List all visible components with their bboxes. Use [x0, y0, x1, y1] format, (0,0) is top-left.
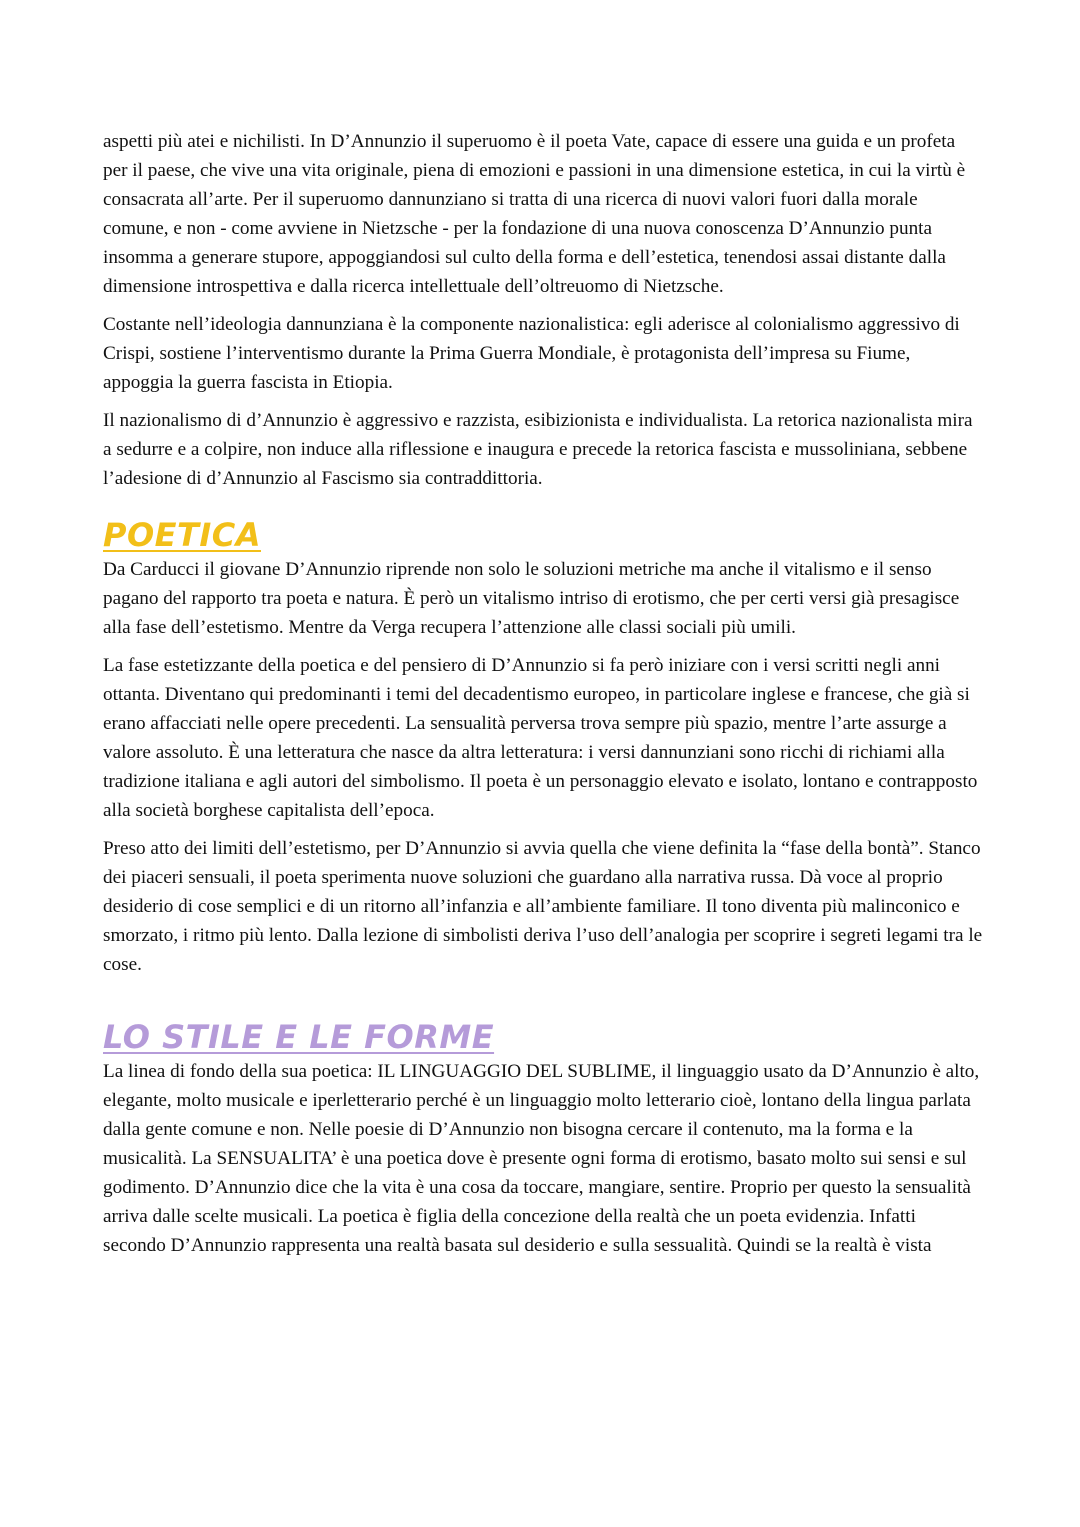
- document-page: [103, 127, 983, 1269]
- paragraph-nazionalismo-retorica: Il nazionalismo di d’Annunzio è aggressivo e razzista, esibizionista e individualista. La retorica nazionalista mira a sedurre e a colpire, non induce alla riflessione e inaugura e precede la retorica fascista e mussoliniana, sebbene l’adesione di d’Annunzio al Fascismo sia contraddittoria.: [103, 410, 973, 489]
- paragraph-poetica-bonta: Preso atto dei limiti dell’estetismo, per D’Annunzio si avvia quella che viene definita la “fase della bontà”. Stanco dei piaceri sensuali, il poeta sperimenta nuove soluzioni che guardano alla narrativa russa. Dà voce al proprio desiderio di cose semplici e di un ritorno all’infanzia e all’ambiente familiare. Il tono diventa più malinconico e smorzato, i ritmo più lento. Dalla lezione di simbolisti deriva l’uso dell’analogia per scoprire i segreti legami tra le cose.: [103, 838, 983, 975]
- paragraph-stile-sublime: La linea di fondo della sua poetica: IL LINGUAGGIO DEL SUBLIME, il linguaggio usato da D’Annunzio è alto, elegante, molto musicale e iperletterario perché è un linguaggio molto letterario cioè, lontano della lingua parlata dalla gente comune e non. Nelle poesie di D’Annunzio non bisogna cercare il contenuto, ma la forma e la musicalità. La SENSUALITA’ è una poetica dove è presente ogni forma di erotismo, basato molto sui sensi e sul godimento. D’Annunzio dice che la vita è una cosa da toccare, mangiare, sentire. Proprio per questo la sensualità arriva dalle scelte musicali. La poetica è figlia della concezione della realtà che un poeta evidenzia. Infatti secondo D’Annunzio rappresenta una realtà basata sul desiderio e sulla sessualità. Quindi se la realtà è vista: [103, 1061, 980, 1256]
- paragraph-superuomo: aspetti più atei e nichilisti. In D’Annunzio il superuomo è il poeta Vate, capace di essere una guida e un profeta per il paese, che vive una vita originale, piena di emozioni e passioni in una dimensione estetica, in cui la virtù è consacrata all’arte. Per il superuomo dannunziano si tratta di una ricerca di nuovi valori fuori dalla morale comune, e non - come avviene in Nietzsche - per la fondazione di una nuova conoscenza D’Annunzio punta insomma a generare stupore, appoggiandosi sul culto della forma e dell’estetica, tenendosi assai distante dalla dimensione introspettiva e dalla ricerca intellettuale dell’oltreuomo di Nietzsche.: [103, 131, 966, 297]
- heading-stile-forme: LO STILE E LE FORME: [103, 1018, 495, 1056]
- paragraph-nazionalismo-componente: Costante nell’ideologia dannunziana è la componente nazionalistica: egli aderisce al colonialismo aggressivo di Crispi, sostiene l’interventismo durante la Prima Guerra Mondiale, è protagonista dell’impresa su Fiume, appoggia la guerra fascista in Etiopia.: [103, 314, 960, 393]
- heading-poetica: POETICA: [103, 516, 261, 554]
- paragraph-poetica-estetismo: La fase estetizzante della poetica e del pensiero di D’Annunzio si fa però iniziare con i versi scritti negli anni ottanta. Diventano qui predominanti i temi del decadentismo europeo, in particolare inglese e francese, che già si erano affacciati nelle opere precedenti. La sensualità perversa trova sempre più spazio, mentre l’arte assurge a valore assoluto. È una letteratura che nasce da altra letteratura: i versi dannunziani sono ricchi di richiami alla tradizione italiana e agli autori del simbolismo. Il poeta è un personaggio elevato e isolato, lontano e contrapposto alla società borghese capitalista dell’epoca.: [103, 655, 978, 821]
- paragraph-poetica-carducci: Da Carducci il giovane D’Annunzio riprende non solo le soluzioni metriche ma anche il vitalismo e il senso pagano del rapporto tra poeta e natura. È però un vitalismo intriso di erotismo, che per certi versi già presagisce alla fase dell’estetismo. Mentre da Verga recupera l’attenzione alle classi sociali più umili.: [103, 559, 960, 638]
